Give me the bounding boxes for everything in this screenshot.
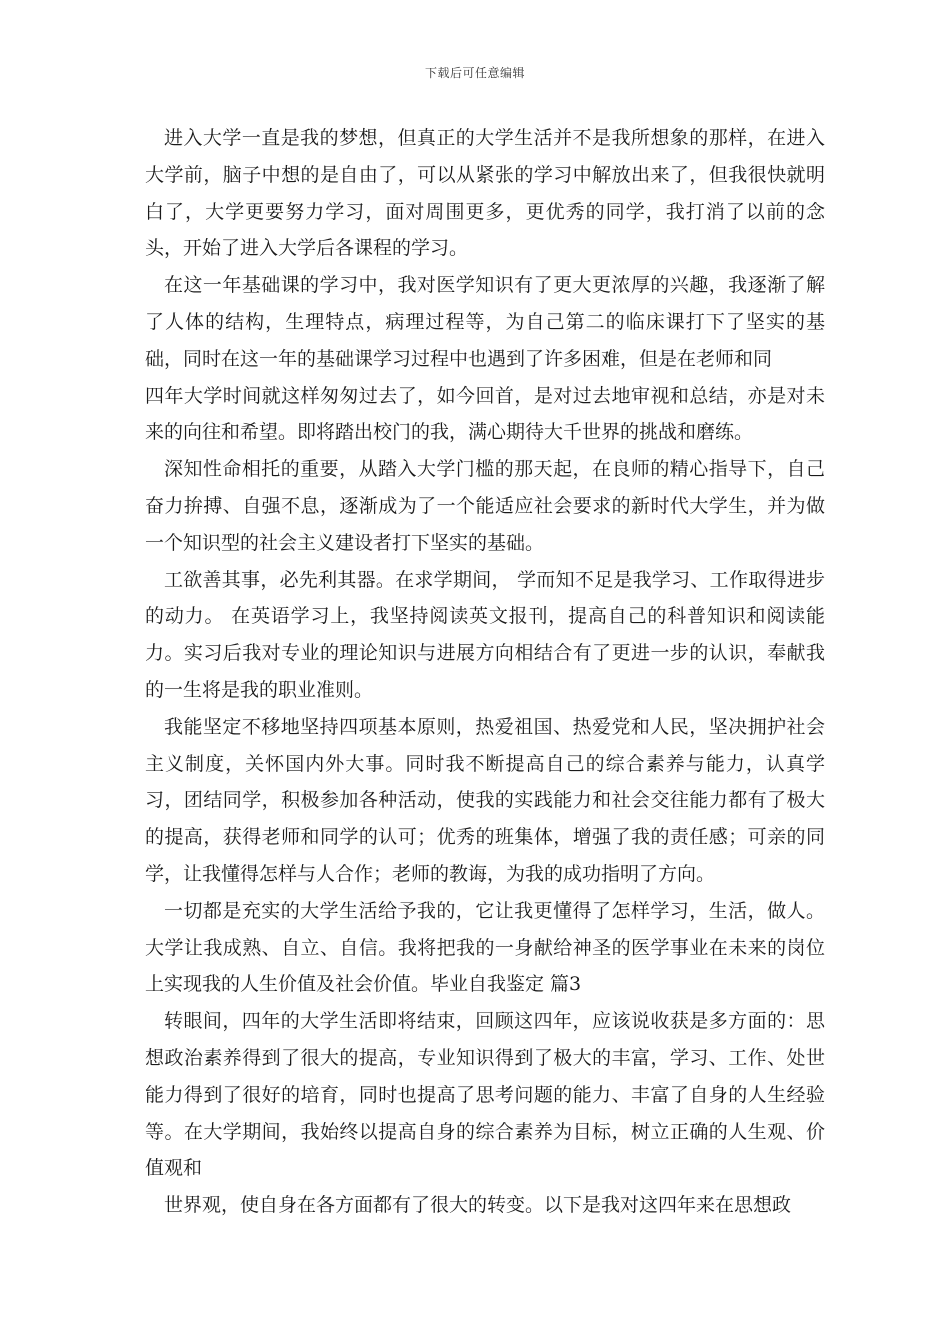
paragraph-4: 深知性命相托的重要，从踏入大学门槛的那天起，在良师的精心指导下，自己奋力拚搏、自强不息，逐渐成为了一个能适应社会要求的新时代大学生，并为做一个知识型的社会主义建设者打下坚实的基础。	[145, 458, 825, 554]
document-body	[145, 120, 825, 1224]
paragraph-8: 转眼间，四年的大学生活即将结束，回顾这四年，应该说收获是多方面的：思想政治素养得到了很大的提高，专业知识得到了极大的丰富，学习、工作、处世能力得到了很好的培育，同时也提高了思考问题的能力、丰富了自身的人生经验等。在大学期间，我始终以提高自身的综合素养为目标，树立正确的人生观、价值观和	[145, 1010, 825, 1180]
paragraph-9: 世界观，使自身在各方面都有了很大的转变。以下是我对这四年来在思想政	[164, 1194, 792, 1217]
paragraph-3: 四年大学时间就这样匆匆过去了，如今回首，是对过去地审视和总结，亦是对未来的向往和希望。即将踏出校门的我，满心期待大千世界的挑战和磨练。	[145, 384, 825, 444]
paragraph-2: 在这一年基础课的学习中，我对医学知识有了更大更浓厚的兴趣，我逐渐了解了人体的结构，生理特点，病理过程等，为自己第二的临床课打下了坚实的基础，同时在这一年的基础课学习过程中也遇到了许多困难，但是在老师和同	[145, 274, 825, 370]
paragraph-5: 工欲善其事，必先利其器。在求学期间， 学而知不足是我学习、工作取得进步的动力。 在英语学习上，我坚持阅读英文报刊，提高自己的科普知识和阅读能力。实习后我对专业的理论知识与进展方向相结合有了更进一步的认识，奉献我的一生将是我的职业准则。	[145, 568, 825, 701]
paragraph-1: 进入大学一直是我的梦想，但真正的大学生活并不是我所想象的那样，在进入大学前，脑子中想的是自由了，可以从紧张的学习中解放出来了，但我很快就明白了，大学更要努力学习，面对周围更多，更优秀的同学，我打消了以前的念头，开始了进入大学后各课程的学习。	[145, 127, 825, 260]
page-header: 下载后可任意编辑	[424, 66, 525, 80]
paragraph-6: 我能坚定不移地坚持四项基本原则，热爱祖国、热爱党和人民，坚决拥护社会主义制度，关怀国内外大事。同时我不断提高自己的综合素养与能力，认真学习，团结同学，积极参加各种活动，使我的实践能力和社会交往能力都有了极大的提高，获得老师和同学的认可；优秀的班集体，增强了我的责任感；可亲的同学，让我懂得怎样与人合作；老师的教诲，为我的成功指明了方向。	[145, 715, 825, 885]
paragraph-7: 一切都是充实的大学生活给予我的，它让我更懂得了怎样学习，生活，做人。大学让我成熟、自立、自信。我将把我的一身献给神圣的医学事业在未来的岗位上实现我的人生价值及社会价值。毕业自我鉴定 篇3	[145, 899, 825, 996]
